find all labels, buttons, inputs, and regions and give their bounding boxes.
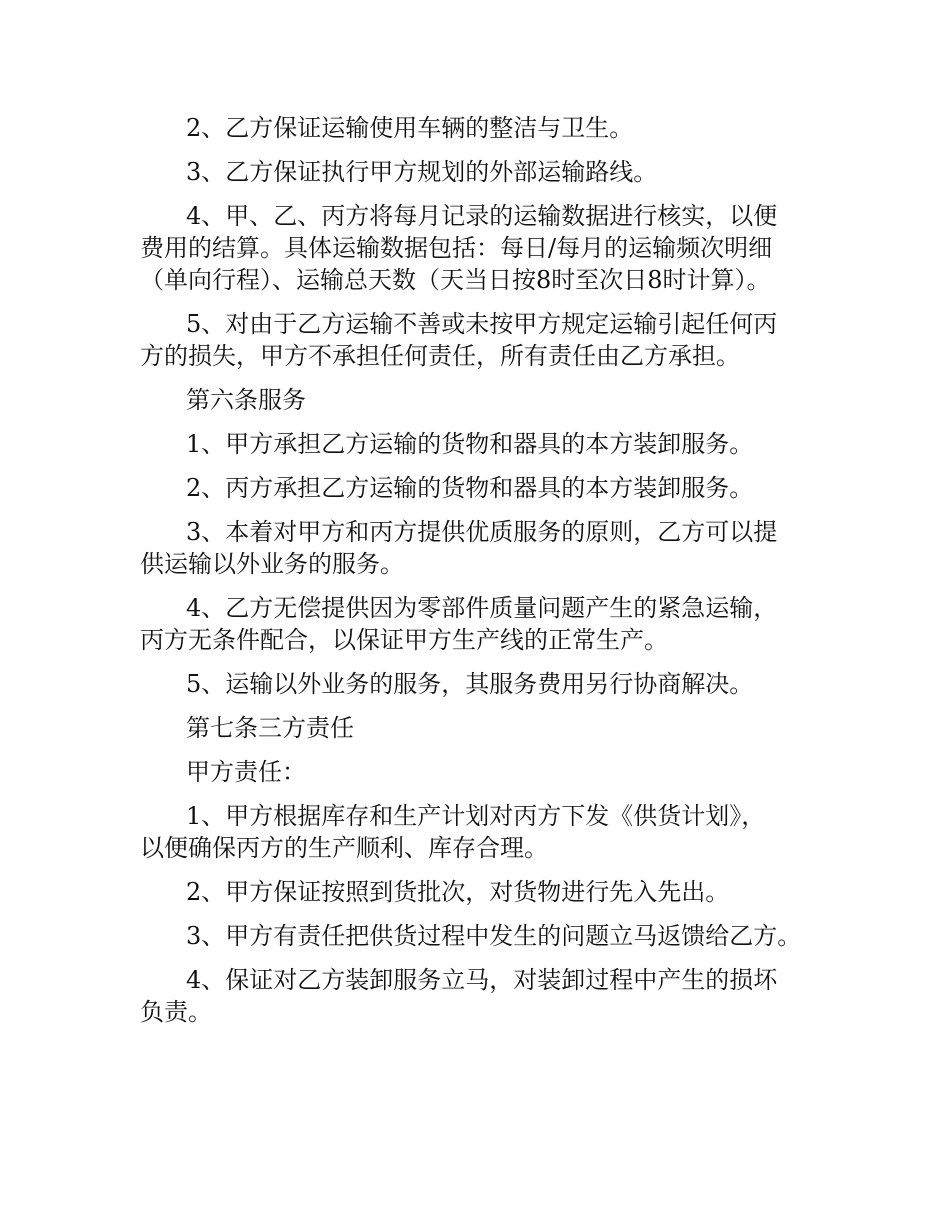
text-line: 方的损失，甲方不承担任何责任，所有责任由乙方承担。 (140, 342, 740, 370)
paragraph-loss-liability (140, 308, 810, 372)
text-line: 供运输以外业务的服务。 (140, 550, 404, 578)
paragraph-transport-route (140, 156, 810, 188)
text-line: 以便确保丙方的生产顺利、库存合理。 (140, 834, 548, 862)
paragraph-party-c-loading (140, 472, 810, 504)
paragraph-party-a-loading (140, 428, 810, 460)
paragraph-issue-feedback (140, 920, 810, 952)
paragraph-vehicle-cleanliness (140, 112, 810, 144)
text-line: 负责。 (140, 998, 212, 1026)
paragraph-emergency-transport (140, 592, 810, 656)
text-line: 4、乙方无偿提供因为零部件质量问题产生的紧急运输， (186, 594, 778, 622)
section-heading: 第六条服务 (186, 386, 306, 414)
paragraph-quality-service (140, 516, 810, 580)
paragraph-supply-plan (140, 800, 810, 864)
subheading: 甲方责任： (186, 758, 306, 786)
section-heading-article-6-services (140, 384, 810, 416)
text-line: 3、甲方有责任把供货过程中发生的问题立马返馈给乙方。 (186, 922, 802, 950)
text-line: 丙方无条件配合，以保证甲方生产线的正常生产。 (140, 626, 668, 654)
section-heading-article-7-responsibilities (140, 712, 810, 744)
text-line: 2、丙方承担乙方运输的货物和器具的本方装卸服务。 (186, 474, 754, 502)
text-line: 5、对由于乙方运输不善或未按甲方规定运输引起任何丙 (186, 310, 778, 338)
text-line: 4、甲、乙、丙方将每月记录的运输数据进行核实，以便 (186, 202, 778, 230)
document-body (140, 112, 810, 1040)
text-line: 费用的结算。具体运输数据包括：每日/每月的运输频次明细 (140, 234, 773, 262)
text-line: 3、乙方保证执行甲方规划的外部运输路线。 (186, 158, 658, 186)
text-line: 1、甲方承担乙方运输的货物和器具的本方装卸服务。 (186, 430, 754, 458)
text-line: 2、乙方保证运输使用车辆的整洁与卫生。 (186, 114, 634, 142)
section-heading: 第七条三方责任 (186, 714, 354, 742)
text-line: （单向行程）、运输总天数（天当日按8时至次日8时计算）。 (140, 266, 771, 294)
subheading-party-a-responsibilities (140, 756, 810, 788)
text-line: 3、本着对甲方和丙方提供优质服务的原则，乙方可以提 (186, 518, 778, 546)
paragraph-extra-service-fees (140, 668, 810, 700)
text-line: 2、甲方保证按照到货批次，对货物进行先入先出。 (186, 878, 730, 906)
text-line: 1、甲方根据库存和生产计划对丙方下发《供货计划》， (186, 802, 766, 830)
text-line: 4、保证对乙方装卸服务立马，对装卸过程中产生的损坏 (186, 966, 778, 994)
text-line: 5、运输以外业务的服务，其服务费用另行协商解决。 (186, 670, 754, 698)
paragraph-monthly-data-verification (140, 200, 810, 296)
paragraph-fifo (140, 876, 810, 908)
paragraph-damage-responsibility (140, 964, 810, 1028)
